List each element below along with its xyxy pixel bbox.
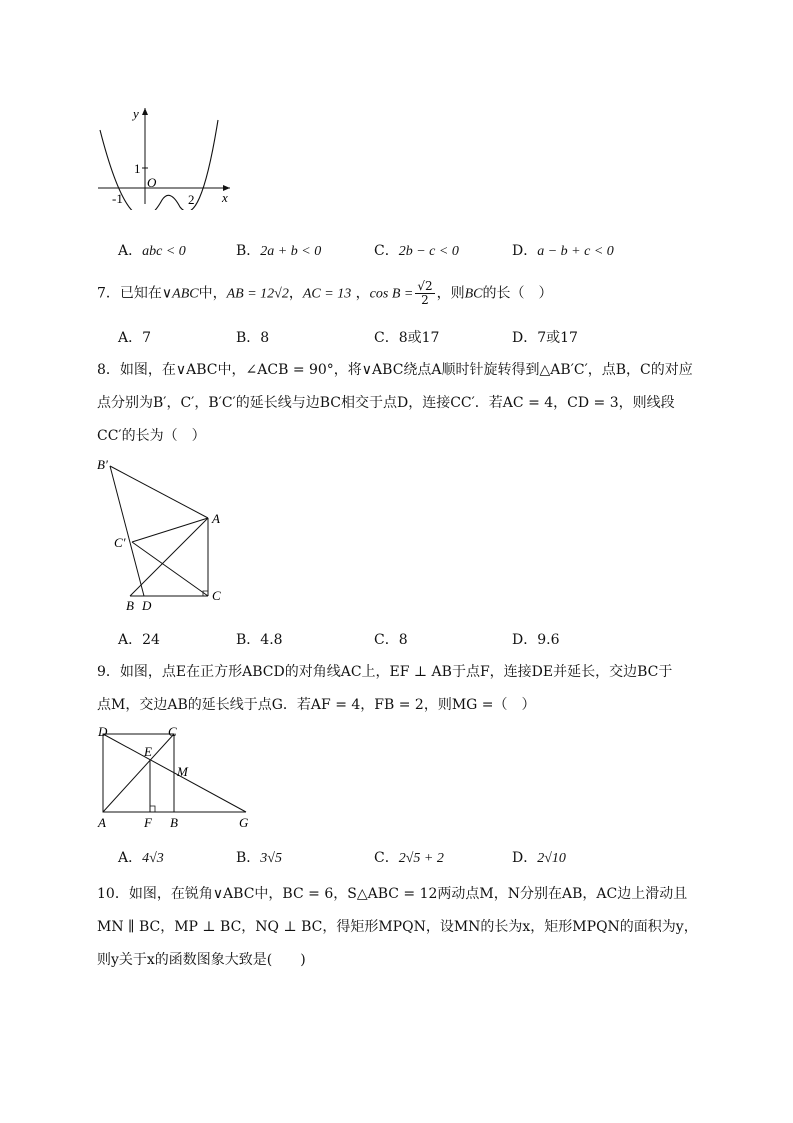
q6-option-d: D．a − b + c < 0 <box>512 243 614 259</box>
q7-question: 7．已知在∨ABC中，AB = 12√2，AC = 13 ，cos B = $\frac{√2}{2}$ ，则BC的长（ ） <box>97 279 553 307</box>
q9-label-c: C <box>168 724 177 739</box>
q9-option-c: C．2√5 + 2 <box>374 850 444 866</box>
y-axis-arrow <box>142 108 148 115</box>
q8-label-b1: B′ <box>97 457 108 472</box>
q10-question-line2: MN ∥ BC，MP ⊥ BC，NQ ⊥ BC，得矩形MPQN，设MN的长为x，矩形MPQN的面积为y， <box>97 919 698 935</box>
q8-option-d: D．9.6 <box>512 632 560 648</box>
q8-option-c: C．8 <box>374 632 408 648</box>
q6-option-c: C．2b − c < 0 <box>374 243 459 259</box>
q9-question-line1: 9．如图，点E在正方形ABCD的对角线AC上，EF ⊥ AB于点F，连接DE并延长，交边BC于 <box>97 664 673 680</box>
q6-parabola-graph <box>90 100 240 210</box>
y-axis-label: y <box>133 106 139 121</box>
origin-label: O <box>147 175 157 190</box>
q7-fraction: $\frac{√2}{2}$ <box>417 279 433 307</box>
q10-question-line3: 则y关于x的函数图象大致是( ) <box>97 952 306 968</box>
x-axis-label: x <box>222 190 228 205</box>
q9-option-a: A．4√3 <box>118 850 164 866</box>
q7-option-d: D．7或17 <box>512 330 578 346</box>
q8-label-c1: C′ <box>114 535 126 550</box>
q8-option-a: A．24 <box>118 632 160 648</box>
q8-seg-b1-d <box>110 466 144 596</box>
q7-option-a: A．7 <box>118 330 152 346</box>
q9-label-g: G <box>239 815 249 830</box>
q6-option-a: A．abc < 0 <box>118 243 186 259</box>
q8-label-c: C <box>212 588 221 603</box>
q7-option-b: B．8 <box>236 330 270 346</box>
q8-seg-a-b <box>130 518 208 596</box>
q8-label-b: B <box>126 598 134 613</box>
q9-label-b: B <box>170 815 178 830</box>
q8-rotation-figure <box>92 452 232 617</box>
q9-right-angle-mark <box>150 806 155 812</box>
q8-seg-b1-a <box>110 466 208 518</box>
q8-question-line1: 8．如图，在∨ABC中，∠ACB = 90°，将∨ABC绕点A顺时针旋转得到△AB′C′，点B，C的对应 <box>97 362 693 378</box>
q9-option-b: B．3√5 <box>236 850 282 866</box>
q9-label-f: F <box>144 815 152 830</box>
q6-option-b: B．2a + b < 0 <box>236 243 322 259</box>
q9-square-figure <box>92 724 257 832</box>
q8-option-b: B．4.8 <box>236 632 283 648</box>
q8-question-line2: 点分别为B′，C′，B′C′的延长线与边BC相交于点D，连接CC′．若AC = 4，CD = 3，则线段 <box>97 395 675 411</box>
q8-label-d: D <box>142 598 152 613</box>
q9-question-line2: 点M，交边AB的延长线于点G．若AF = 4，FB = 2，则MG =（ ） <box>97 697 536 713</box>
q9-label-d: D <box>98 724 108 739</box>
q9-label-a: A <box>98 815 106 830</box>
q9-label-e: E <box>144 744 152 759</box>
q7-option-c: C．8或17 <box>374 330 440 346</box>
neg-one-label: -1 <box>112 191 123 206</box>
q8-label-a: A <box>212 511 220 526</box>
q9-label-m: M <box>177 764 188 779</box>
q8-question-line3: CC′的长为（ ） <box>97 428 206 444</box>
q8-seg-c1-c <box>132 542 208 596</box>
two-label: 2 <box>188 192 195 207</box>
q9-option-d: D．2√10 <box>512 850 566 866</box>
y-one-label: 1 <box>134 161 141 176</box>
q9-diagonal-ac <box>103 734 174 812</box>
q10-question-line1: 10．如图，在锐角∨ABC中，BC = 6，S△ABC = 12两动点M，N分别在AB，AC边上滑动且 <box>97 886 688 902</box>
